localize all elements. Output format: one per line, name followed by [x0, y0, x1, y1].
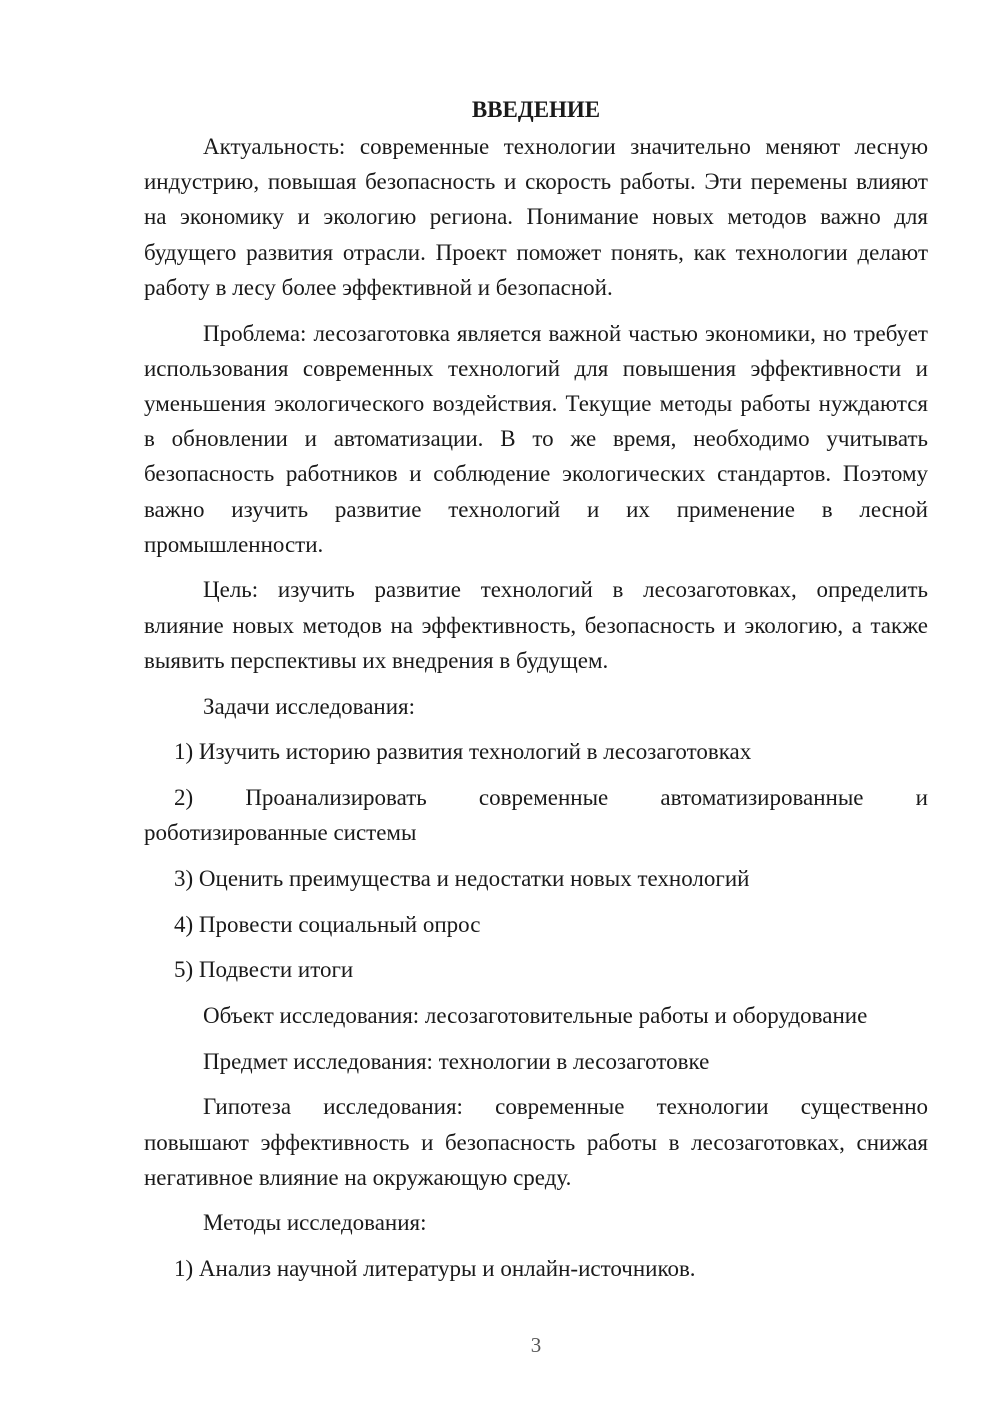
list-item-task-1: 1) Изучить историю развития технологий в лесозаготовках	[174, 739, 752, 765]
section-title: ВВЕДЕНИЕ	[471, 97, 601, 122]
text-column	[144, 92, 928, 1286]
list-item-task-5: 5) Подвести итоги	[174, 957, 354, 983]
list-item-task-4: 4) Провести социальный опрос	[174, 911, 481, 937]
paragraph-problem: Проблема: лесозаготовка является важной частью экономики, но требует использования современных технологий для повышения эффективности и уменьшения экологического воздействия. Текущие методы работы нуждаются в обновлении и автоматизации. В то же время, необходимо учитывать безопасность работников и соблюдение экологических стандартов. Поэтому важно изучить развитие технологий и их применение в лесной промышленности.	[144, 320, 928, 557]
page-number: 3	[530, 1333, 542, 1357]
paragraph-tasks-heading: Задачи исследования:	[203, 693, 416, 719]
paragraph-relevance: Актуальность: современные технологии значительно меняют лесную индустрию, повышая безопасность и скорость работы. Эти перемены влияют на экономику и экологию региона. Понимание новых методов важно для будущего развития отрасли. Проект поможет понять, как технологии делают работу в лесу более эффективной и безопасной.	[144, 134, 928, 300]
paragraph-goal: Цель: изучить развитие технологий в лесозаготовках, определить влияние новых методов на эффективность, безопасность и экологию, а также выявить перспективы их внедрения в будущем.	[144, 577, 928, 673]
paragraph-subject: Предмет исследования: технологии в лесозаготовке	[203, 1048, 710, 1074]
paragraph-object: Объект исследования: лесозаготовительные работы и оборудование	[203, 1002, 868, 1028]
paragraph-methods-heading: Методы исследования:	[203, 1210, 427, 1236]
list-item-method-1: 1) Анализ научной литературы и онлайн-источников.	[174, 1256, 696, 1282]
list-item-task-2: 2) Проанализировать современные автоматизированные и роботизированные системы	[144, 784, 928, 846]
list-item-task-3: 3) Оценить преимущества и недостатки новых технологий	[174, 865, 750, 891]
paragraph-hypothesis: Гипотеза исследования: современные технологии существенно повышают эффективность и безопасность работы в лесозаготовках, снижая негативное влияние на окружающую среду.	[144, 1094, 928, 1190]
